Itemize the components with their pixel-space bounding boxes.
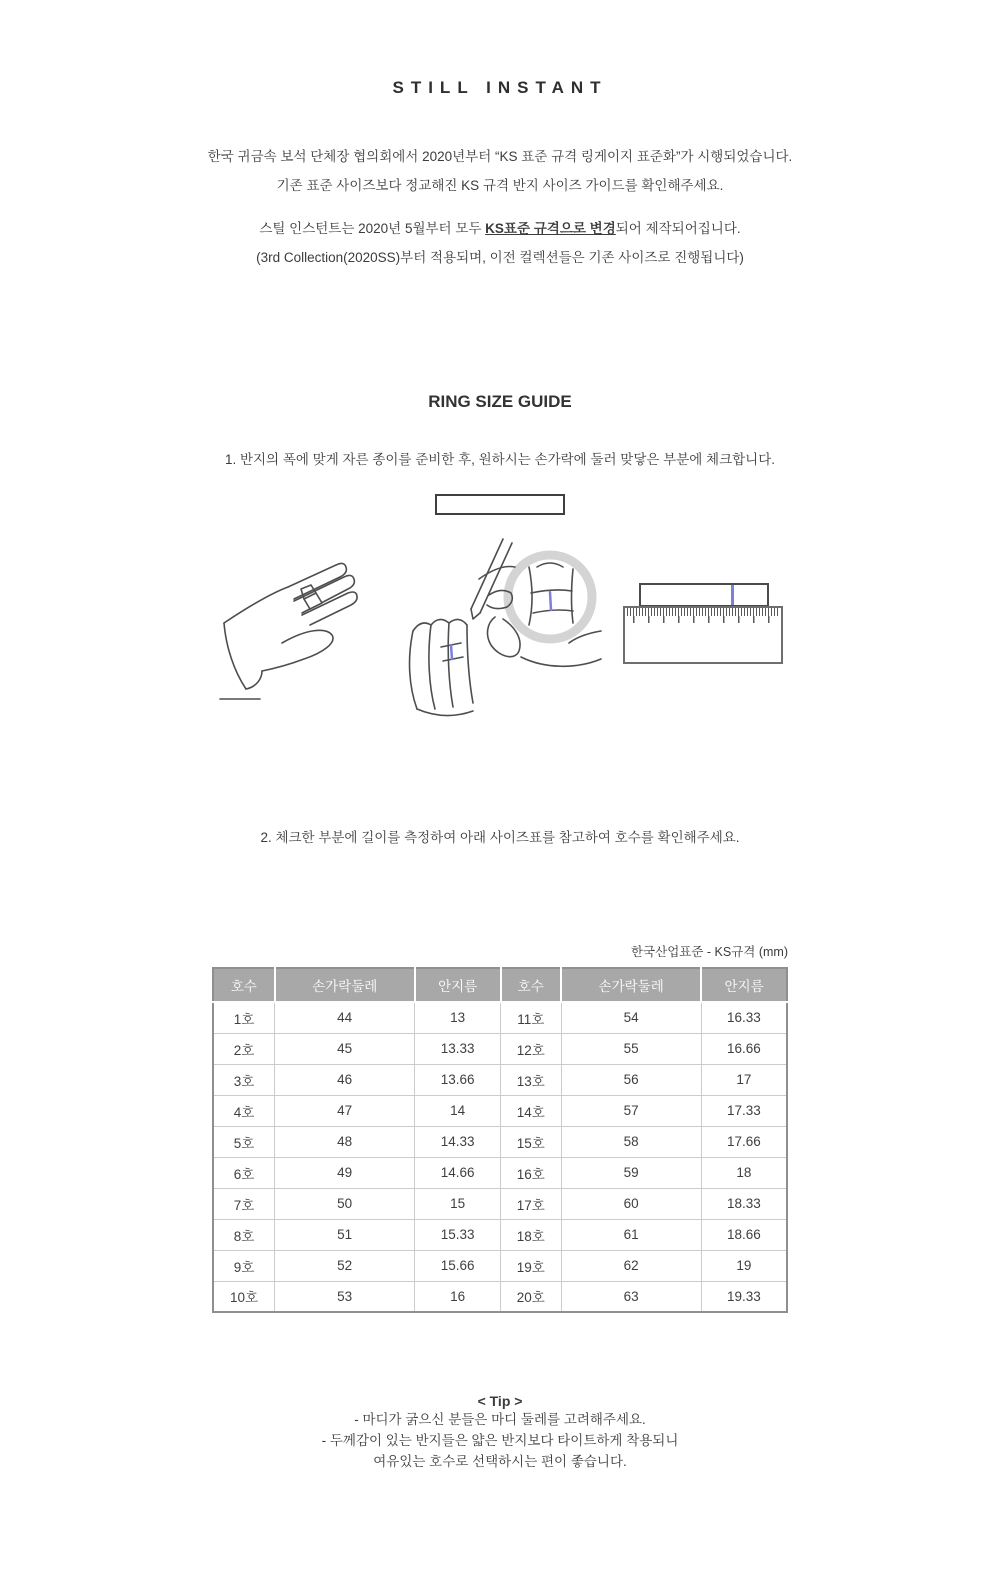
table-cell: 53 [275,1281,415,1312]
blue-mark [731,585,734,605]
tip-line-3: 여유있는 호수로 선택하시는 편이 좋습니다. [373,1454,627,1469]
table-cell: 1호 [213,1002,275,1033]
brand-title: STILL INSTANT [392,78,608,97]
table-row [213,1033,787,1064]
column-header: 손가락둘레 [561,968,701,1002]
table-cell: 16.33 [701,1002,787,1033]
table-cell: 57 [561,1095,701,1126]
table-cell: 59 [561,1157,701,1188]
table-cell: 16 [415,1281,501,1312]
table-cell: 14 [415,1095,501,1126]
table-cell: 44 [275,1002,415,1033]
table-cell: 2호 [213,1033,275,1064]
ruler-fine-ticks [627,608,779,616]
table-cell: 55 [561,1033,701,1064]
notice-line [0,214,1000,243]
table-row [213,1126,787,1157]
table-cell: 47 [275,1095,415,1126]
ring-size-table-body [213,1002,787,1312]
table-cell: 63 [561,1281,701,1312]
notice-suffix: 되어 제작되어집니다. [615,221,741,236]
table-cell: 11호 [501,1002,562,1033]
table-cell: 60 [561,1188,701,1219]
tip-title: < Tip > [477,1393,523,1409]
table-cell: 9호 [213,1250,275,1281]
table-row [213,1095,787,1126]
tip-line-1: - 마디가 굵으신 분들은 마디 둘레를 고려해주세요. [354,1412,646,1427]
table-cell: 6호 [213,1157,275,1188]
size-table-section [212,942,788,1313]
table-cell: 3호 [213,1064,275,1095]
notice-subline: (3rd Collection(2020SS)부터 적용되며, 이전 컬렉션들은 기존 사이즈로 진행됩니다) [256,250,744,265]
table-cell: 14.33 [415,1126,501,1157]
column-header: 호수 [213,968,275,1002]
table-row [213,1188,787,1219]
table-row [213,1281,787,1312]
table-cell: 15호 [501,1126,562,1157]
ruler-long-ticks [633,616,779,623]
table-cell: 61 [561,1219,701,1250]
table-cell: 13 [415,1002,501,1033]
column-header: 호수 [501,968,562,1002]
table-cell: 17.33 [701,1095,787,1126]
table-cell: 15.33 [415,1219,501,1250]
table-cell: 5호 [213,1126,275,1157]
table-row [213,1064,787,1095]
table-cell: 18호 [501,1219,562,1250]
notice-prefix: 스틸 인스턴트는 2020년 5월부터 모두 [259,221,486,236]
table-cell: 45 [275,1033,415,1064]
table-cell: 15 [415,1188,501,1219]
table-row [213,1250,787,1281]
table-cell: 50 [275,1188,415,1219]
table-cell: 15.66 [415,1250,501,1281]
table-cell: 48 [275,1126,415,1157]
table-cell: 19 [701,1250,787,1281]
table-cell: 49 [275,1157,415,1188]
table-cell: 13.66 [415,1064,501,1095]
table-cell: 16.66 [701,1033,787,1064]
table-cell: 17.66 [701,1126,787,1157]
table-cell: 52 [275,1250,415,1281]
intro-line-1: 한국 귀금속 보석 단체장 협의회에서 2020년부터 “KS 표준 규격 링게이지 표준화”가 시행되었습니다. [207,149,793,164]
table-cell: 54 [561,1002,701,1033]
table-cell: 4호 [213,1095,275,1126]
paper-strip-illustration [435,494,565,515]
table-cell: 13호 [501,1064,562,1095]
table-cell: 10호 [213,1281,275,1312]
guide-step-2: 2. 체크한 부분에 길이를 측정하여 아래 사이즈표를 참고하여 호수를 확인해주세요. [260,830,740,845]
guide-title: RING SIZE GUIDE [428,392,572,411]
table-cell: 58 [561,1126,701,1157]
table-row [213,1157,787,1188]
table-cell: 19호 [501,1250,562,1281]
notice-paragraph [0,214,1000,272]
tip-line-2: - 두께감이 있는 반지들은 얇은 반지보다 타이트하게 착용되니 [321,1433,679,1448]
guide-step-1: 1. 반지의 폭에 맞게 자른 종이를 준비한 후, 원하시는 손가락에 둘러 맞닿은 부분에 체크합니다. [224,452,776,467]
ruler-illustration [623,583,783,665]
table-caption: 한국산업표준 - KS규격 (mm) [630,945,788,959]
ring-size-table [212,967,788,1313]
table-cell: 56 [561,1064,701,1095]
table-cell: 8호 [213,1219,275,1250]
table-cell: 18.33 [701,1188,787,1219]
table-cell: 7호 [213,1188,275,1219]
column-header: 안지름 [701,968,787,1002]
table-cell: 17 [701,1064,787,1095]
table-cell: 51 [275,1219,415,1250]
table-cell: 20호 [501,1281,562,1312]
table-cell: 14호 [501,1095,562,1126]
hand-with-paper-strip-illustration [218,559,368,709]
table-cell: 19.33 [701,1281,787,1312]
intro-paragraph [0,142,1000,200]
ruler-paper-strip [639,583,769,607]
table-row [213,1219,787,1250]
column-header: 손가락둘레 [275,968,415,1002]
table-cell: 17호 [501,1188,562,1219]
table-cell: 62 [561,1250,701,1281]
table-header-row [213,968,787,1002]
column-header: 안지름 [415,968,501,1002]
ruler-body [623,606,783,664]
table-cell: 12호 [501,1033,562,1064]
table-cell: 16호 [501,1157,562,1188]
ring-size-table-head [213,968,787,1002]
table-cell: 13.33 [415,1033,501,1064]
table-row [213,1002,787,1033]
table-cell: 18.66 [701,1219,787,1250]
table-cell: 18 [701,1157,787,1188]
intro-line-2: 기존 표준 사이즈보다 정교해진 KS 규격 반지 사이즈 가이드를 확인해주세요. [276,178,724,193]
table-cell: 46 [275,1064,415,1095]
table-cell: 14.66 [415,1157,501,1188]
notice-emphasis: KS표준 규격으로 변경 [485,221,616,236]
illustration-row [218,531,783,726]
tip-section [0,1393,1000,1472]
marking-finger-with-pencil-illustration [385,535,605,725]
